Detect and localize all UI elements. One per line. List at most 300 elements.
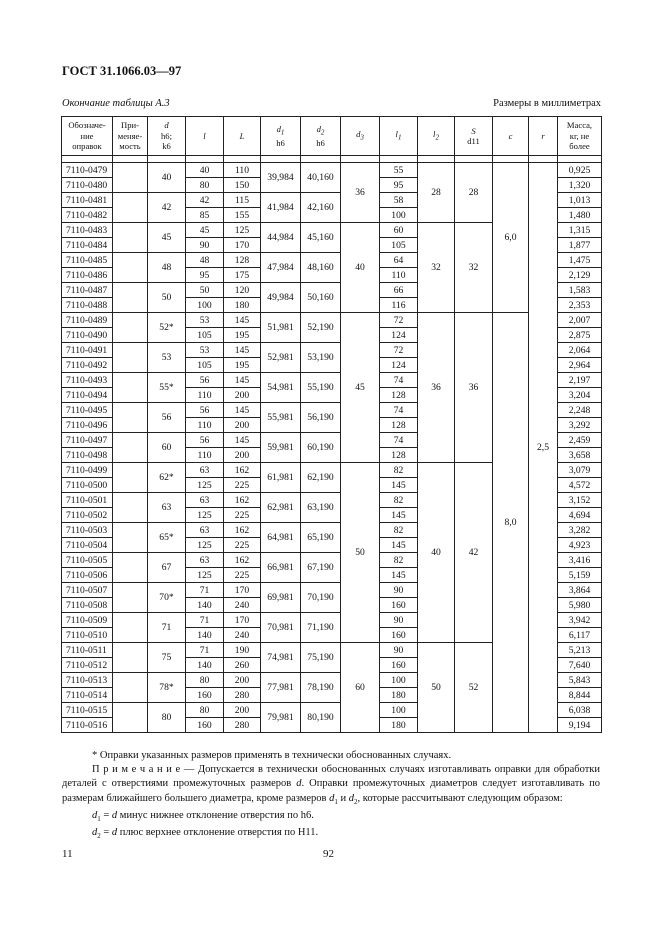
note-label: П р и м е ч а н и е: [92, 764, 181, 776]
l-cell: 71: [186, 583, 224, 598]
L-cell: 145: [224, 403, 261, 418]
mass-cell: 8,844: [558, 688, 602, 703]
code-cell: 7110-0513: [62, 673, 113, 688]
l1-cell: 90: [380, 643, 418, 658]
mass-cell: 2,353: [558, 298, 602, 313]
formula-d1: [62, 809, 600, 826]
d-cell: 50: [148, 283, 186, 313]
l1-cell: 72: [380, 313, 418, 328]
col-S-header: [455, 117, 493, 156]
l1-cell: 145: [380, 508, 418, 523]
use-cell: [113, 433, 148, 463]
d-cell: 80: [148, 703, 186, 733]
l-cell: 56: [186, 373, 224, 388]
L-cell: 280: [224, 688, 261, 703]
l-cell: 63: [186, 463, 224, 478]
d2-cell: 40,160: [301, 163, 341, 193]
code-cell: 7110-0482: [62, 208, 113, 223]
header-subscript: 2: [435, 133, 439, 142]
d-cell: 52*: [148, 313, 186, 343]
header-line: h6;: [161, 130, 172, 141]
L-cell: 170: [224, 583, 261, 598]
l1-cell: 128: [380, 388, 418, 403]
mass-cell: 4,694: [558, 508, 602, 523]
d2-cell: 71,190: [301, 613, 341, 643]
code-cell: 7110-0498: [62, 448, 113, 463]
d3-cell: 60: [341, 643, 380, 733]
formula-d2-text: плюс верхнее отклонение отверстия по H11.: [117, 827, 319, 839]
code-cell: 7110-0491: [62, 343, 113, 358]
code-cell: 7110-0516: [62, 718, 113, 733]
code-cell: 7110-0487: [62, 283, 113, 298]
r-cell: 2,5: [529, 163, 558, 733]
l1-cell: 66: [380, 283, 418, 298]
d-cell: 78*: [148, 673, 186, 703]
note-d2-sub: 2: [354, 797, 358, 806]
l-cell: 140: [186, 658, 224, 673]
d-cell: 55*: [148, 373, 186, 403]
mass-cell: 9,194: [558, 718, 602, 733]
l1-cell: 105: [380, 238, 418, 253]
l-cell: 110: [186, 388, 224, 403]
L-cell: 225: [224, 508, 261, 523]
code-cell: 7110-0489: [62, 313, 113, 328]
l1-cell: 82: [380, 553, 418, 568]
header-subscript: 3: [360, 133, 364, 142]
d3-cell: 36: [341, 163, 380, 223]
L-cell: 150: [224, 178, 261, 193]
l1-cell: 100: [380, 703, 418, 718]
l-cell: 48: [186, 253, 224, 268]
header-line: d: [164, 120, 169, 131]
header-line: h6: [276, 137, 285, 148]
header-line: l: [203, 130, 206, 141]
d-cell: 56: [148, 403, 186, 433]
l1-cell: 145: [380, 478, 418, 493]
d1-cell: 79,981: [261, 703, 301, 733]
mass-cell: 1,877: [558, 238, 602, 253]
footer-left: 11: [62, 848, 73, 860]
mass-cell: 1,583: [558, 283, 602, 298]
L-cell: 195: [224, 358, 261, 373]
d2-cell: 78,190: [301, 673, 341, 703]
d-cell: 60: [148, 433, 186, 463]
mass-cell: 2,875: [558, 328, 602, 343]
header-subscript: 1: [397, 133, 402, 142]
mass-cell: 6,117: [558, 628, 602, 643]
d2-cell: 55,190: [301, 373, 341, 403]
l1-cell: 95: [380, 178, 418, 193]
l1-cell: 82: [380, 463, 418, 478]
col-L-header: [224, 117, 261, 156]
use-cell: [113, 493, 148, 523]
code-cell: 7110-0494: [62, 388, 113, 403]
l1-cell: 145: [380, 538, 418, 553]
code-cell: 7110-0512: [62, 658, 113, 673]
l2-cell: 28: [418, 163, 455, 223]
code-cell: 7110-0500: [62, 478, 113, 493]
d1-cell: 51,981: [261, 313, 301, 343]
use-cell: [113, 373, 148, 403]
mass-cell: 2,248: [558, 403, 602, 418]
l-cell: 85: [186, 208, 224, 223]
mass-cell: 1,480: [558, 208, 602, 223]
code-cell: 7110-0495: [62, 403, 113, 418]
use-cell: [113, 523, 148, 553]
code-cell: 7110-0496: [62, 418, 113, 433]
header-line: меняе-: [117, 130, 143, 141]
use-cell: [113, 643, 148, 673]
l-cell: 40: [186, 163, 224, 178]
header-line: h6: [316, 137, 325, 148]
L-cell: 145: [224, 313, 261, 328]
note-text-b: . Оправки промежуточных диаметров следует изготавливать по размерам ближайшего большего диаметра, кроме размеров: [62, 778, 601, 804]
formula-d2-eq: =: [100, 827, 112, 839]
l-cell: 63: [186, 493, 224, 508]
header-line: $d_2$: [316, 123, 325, 137]
l1-cell: 180: [380, 688, 418, 703]
l1-cell: 145: [380, 568, 418, 583]
d2-cell: 63,190: [301, 493, 341, 523]
d-cell: 45: [148, 223, 186, 253]
d-cell: 63: [148, 493, 186, 523]
header-line: $d_1$: [276, 123, 285, 137]
mass-cell: 3,292: [558, 418, 602, 433]
gap-cell: [341, 156, 380, 163]
l1-cell: 90: [380, 613, 418, 628]
l1-cell: 124: [380, 328, 418, 343]
L-cell: 110: [224, 163, 261, 178]
code-cell: 7110-0511: [62, 643, 113, 658]
l-cell: 125: [186, 568, 224, 583]
l1-cell: 82: [380, 523, 418, 538]
mass-cell: 1,320: [558, 178, 602, 193]
gap-cell: [455, 156, 493, 163]
mass-cell: 1,013: [558, 193, 602, 208]
col-d2-header: [301, 117, 341, 156]
l-cell: 71: [186, 643, 224, 658]
L-cell: 170: [224, 238, 261, 253]
code-cell: 7110-0480: [62, 178, 113, 193]
mass-cell: 5,159: [558, 568, 602, 583]
l-cell: 95: [186, 268, 224, 283]
l1-cell: 55: [380, 163, 418, 178]
l-cell: 160: [186, 718, 224, 733]
d3-cell: 40: [341, 223, 380, 313]
d2-cell: 67,190: [301, 553, 341, 583]
mass-cell: 3,942: [558, 613, 602, 628]
use-cell: [113, 193, 148, 223]
L-cell: 162: [224, 523, 261, 538]
d1-cell: 74,981: [261, 643, 301, 673]
mass-cell: 3,152: [558, 493, 602, 508]
l-cell: 53: [186, 343, 224, 358]
c-cell: 8,0: [493, 313, 529, 733]
l-cell: 125: [186, 478, 224, 493]
l2-cell: 32: [418, 223, 455, 313]
l1-cell: 82: [380, 493, 418, 508]
l-cell: 105: [186, 358, 224, 373]
header-line: Масса,: [566, 120, 593, 131]
d2-cell: 42,160: [301, 193, 341, 223]
L-cell: 145: [224, 343, 261, 358]
l-cell: 100: [186, 298, 224, 313]
l-cell: 105: [186, 328, 224, 343]
L-cell: 175: [224, 268, 261, 283]
l-cell: 80: [186, 178, 224, 193]
l-cell: 50: [186, 283, 224, 298]
formula-d2: [62, 826, 600, 843]
header-line: $l_1$: [395, 128, 402, 142]
table-header-row: [62, 117, 602, 156]
formula-d2-sub: 2: [97, 832, 101, 841]
l-cell: 71: [186, 613, 224, 628]
l-cell: 63: [186, 553, 224, 568]
header-line: L: [239, 130, 245, 141]
code-cell: 7110-0506: [62, 568, 113, 583]
mass-cell: 4,923: [558, 538, 602, 553]
l1-cell: 74: [380, 373, 418, 388]
code-cell: 7110-0503: [62, 523, 113, 538]
l1-cell: 128: [380, 448, 418, 463]
mass-cell: 3,079: [558, 463, 602, 478]
L-cell: 225: [224, 568, 261, 583]
d-cell: 42: [148, 193, 186, 223]
d3-cell: 50: [341, 463, 380, 643]
document-title: ГОСТ 31.1066.03—97: [62, 64, 182, 78]
mass-cell: 2,197: [558, 373, 602, 388]
d2-cell: 53,190: [301, 343, 341, 373]
header-line: d11: [467, 136, 480, 146]
table-continuation-caption: Окончание таблицы А.3: [62, 98, 170, 109]
note-d2-symbol: d: [348, 792, 354, 804]
mass-cell: 3,204: [558, 388, 602, 403]
l-cell: 140: [186, 628, 224, 643]
col-l-header: [186, 117, 224, 156]
header-line: c: [508, 130, 513, 141]
formula-d1-d: d: [111, 809, 118, 821]
d2-cell: 45,160: [301, 223, 341, 253]
L-cell: 128: [224, 253, 261, 268]
use-cell: [113, 583, 148, 613]
l1-cell: 60: [380, 223, 418, 238]
gap-cell: [301, 156, 341, 163]
mass-cell: 2,129: [558, 268, 602, 283]
l-cell: 56: [186, 433, 224, 448]
formula-d1-symbol: d: [92, 809, 98, 821]
mass-cell: 2,459: [558, 433, 602, 448]
mass-cell: 0,925: [558, 163, 602, 178]
l1-cell: 64: [380, 253, 418, 268]
d1-cell: 54,981: [261, 373, 301, 403]
mass-cell: 1,315: [558, 223, 602, 238]
formula-d1-text: минус нижнее отклонение отверстия по h6.: [117, 809, 314, 821]
note-text-c: , которые рассчитывают следующим образом:: [357, 792, 563, 804]
L-cell: 240: [224, 628, 261, 643]
mass-cell: 5,980: [558, 598, 602, 613]
formula-d2-d: d: [111, 827, 118, 839]
d2-cell: 62,190: [301, 463, 341, 493]
mass-cell: 2,007: [558, 313, 602, 328]
use-cell: [113, 343, 148, 373]
code-cell: 7110-0504: [62, 538, 113, 553]
L-cell: 115: [224, 193, 261, 208]
header-line: более: [569, 141, 590, 152]
l-cell: 125: [186, 508, 224, 523]
code-cell: 7110-0493: [62, 373, 113, 388]
code-cell: 7110-0486: [62, 268, 113, 283]
d1-cell: 47,984: [261, 253, 301, 283]
d3-cell: 45: [341, 313, 380, 463]
l2-cell: 36: [418, 313, 455, 463]
use-cell: [113, 703, 148, 733]
units-caption: Размеры в миллиметрах: [493, 98, 601, 109]
d-cell: 75: [148, 643, 186, 673]
L-cell: 180: [224, 298, 261, 313]
l-cell: 45: [186, 223, 224, 238]
code-cell: 7110-0490: [62, 328, 113, 343]
mass-cell: 5,213: [558, 643, 602, 658]
d2-cell: 80,190: [301, 703, 341, 733]
note-d1-symbol: d: [329, 792, 335, 804]
d-cell: 71: [148, 613, 186, 643]
d1-cell: 70,981: [261, 613, 301, 643]
gap-cell: [261, 156, 301, 163]
use-cell: [113, 163, 148, 193]
l1-cell: 160: [380, 628, 418, 643]
col-code-header: [62, 117, 113, 156]
mass-cell: 2,064: [558, 343, 602, 358]
d-cell: 62*: [148, 463, 186, 493]
col-l1-header: [380, 117, 418, 156]
code-cell: 7110-0507: [62, 583, 113, 598]
mass-cell: 5,843: [558, 673, 602, 688]
header-line: $d_3$: [356, 128, 364, 142]
col-c-header: [493, 117, 529, 156]
mass-cell: 3,864: [558, 583, 602, 598]
d2-cell: 48,160: [301, 253, 341, 283]
note-and: и: [337, 792, 349, 804]
header-line: S: [471, 125, 476, 136]
mass-cell: 7,640: [558, 658, 602, 673]
l1-cell: 74: [380, 403, 418, 418]
L-cell: 162: [224, 463, 261, 478]
code-cell: 7110-0510: [62, 628, 113, 643]
header-line: ние: [80, 130, 94, 141]
note-d-symbol: d: [296, 778, 302, 790]
col-r-header: [529, 117, 558, 156]
header-line: r: [541, 130, 545, 141]
l1-cell: 100: [380, 208, 418, 223]
gap-cell: [493, 156, 529, 163]
mass-cell: 6,038: [558, 703, 602, 718]
note-d1-sub: 1: [334, 797, 338, 806]
mass-cell: 3,658: [558, 448, 602, 463]
l-cell: 63: [186, 523, 224, 538]
d1-cell: 61,981: [261, 463, 301, 493]
d1-cell: 55,981: [261, 403, 301, 433]
note-text-a: — Допускается в технически обоснованных случаях изготавливать оправки для обработки деталей с отверстиями промежуточных размеров: [62, 764, 600, 790]
d2-cell: 60,190: [301, 433, 341, 463]
code-cell: 7110-0488: [62, 298, 113, 313]
use-cell: [113, 463, 148, 493]
code-cell: 7110-0514: [62, 688, 113, 703]
use-cell: [113, 283, 148, 313]
d1-cell: 77,981: [261, 673, 301, 703]
L-cell: 125: [224, 223, 261, 238]
L-cell: 145: [224, 373, 261, 388]
L-cell: 200: [224, 703, 261, 718]
header-line: мость: [119, 141, 141, 152]
L-cell: 200: [224, 448, 261, 463]
L-cell: 145: [224, 433, 261, 448]
d2-cell: 75,190: [301, 643, 341, 673]
footnote: * Оправки указанных размеров применять в технически обоснованных случаях.: [92, 750, 452, 761]
d-cell: 65*: [148, 523, 186, 553]
use-cell: [113, 253, 148, 283]
l2-cell: 40: [418, 463, 455, 643]
l1-cell: 58: [380, 193, 418, 208]
d-cell: 48: [148, 253, 186, 283]
mass-cell: 2,964: [558, 358, 602, 373]
col-l2-header: [418, 117, 455, 156]
L-cell: 260: [224, 658, 261, 673]
d2-cell: 50,160: [301, 283, 341, 313]
l-cell: 80: [186, 673, 224, 688]
col-mass-header: [558, 117, 602, 156]
d-cell: 67: [148, 553, 186, 583]
header-line: При-: [121, 120, 139, 131]
d-cell: 70*: [148, 583, 186, 613]
code-cell: 7110-0479: [62, 163, 113, 178]
header-line: k6: [162, 141, 171, 152]
l2-cell: 50: [418, 643, 455, 733]
l1-cell: 74: [380, 433, 418, 448]
L-cell: 240: [224, 598, 261, 613]
l1-cell: 128: [380, 418, 418, 433]
d1-cell: 44,984: [261, 223, 301, 253]
l-cell: 110: [186, 418, 224, 433]
d1-cell: 69,981: [261, 583, 301, 613]
gap-cell: [418, 156, 455, 163]
code-cell: 7110-0497: [62, 433, 113, 448]
note-paragraph: [62, 763, 600, 809]
S-cell: 42: [455, 463, 493, 643]
use-cell: [113, 673, 148, 703]
d1-cell: 62,981: [261, 493, 301, 523]
header-gap-row: [62, 156, 602, 163]
use-cell: [113, 613, 148, 643]
d1-cell: 52,981: [261, 343, 301, 373]
header-line: Обозначе-: [68, 120, 106, 131]
l-cell: 42: [186, 193, 224, 208]
col-d-header: [148, 117, 186, 156]
code-cell: 7110-0492: [62, 358, 113, 373]
S-cell: 52: [455, 643, 493, 733]
d-cell: 40: [148, 163, 186, 193]
l1-cell: 100: [380, 673, 418, 688]
l1-cell: 90: [380, 583, 418, 598]
code-cell: 7110-0502: [62, 508, 113, 523]
L-cell: 120: [224, 283, 261, 298]
d-cell: 53: [148, 343, 186, 373]
use-cell: [113, 403, 148, 433]
L-cell: 225: [224, 538, 261, 553]
col-d1-header: [261, 117, 301, 156]
notes-block: [62, 749, 600, 844]
code-cell: 7110-0485: [62, 253, 113, 268]
mass-cell: 4,572: [558, 478, 602, 493]
